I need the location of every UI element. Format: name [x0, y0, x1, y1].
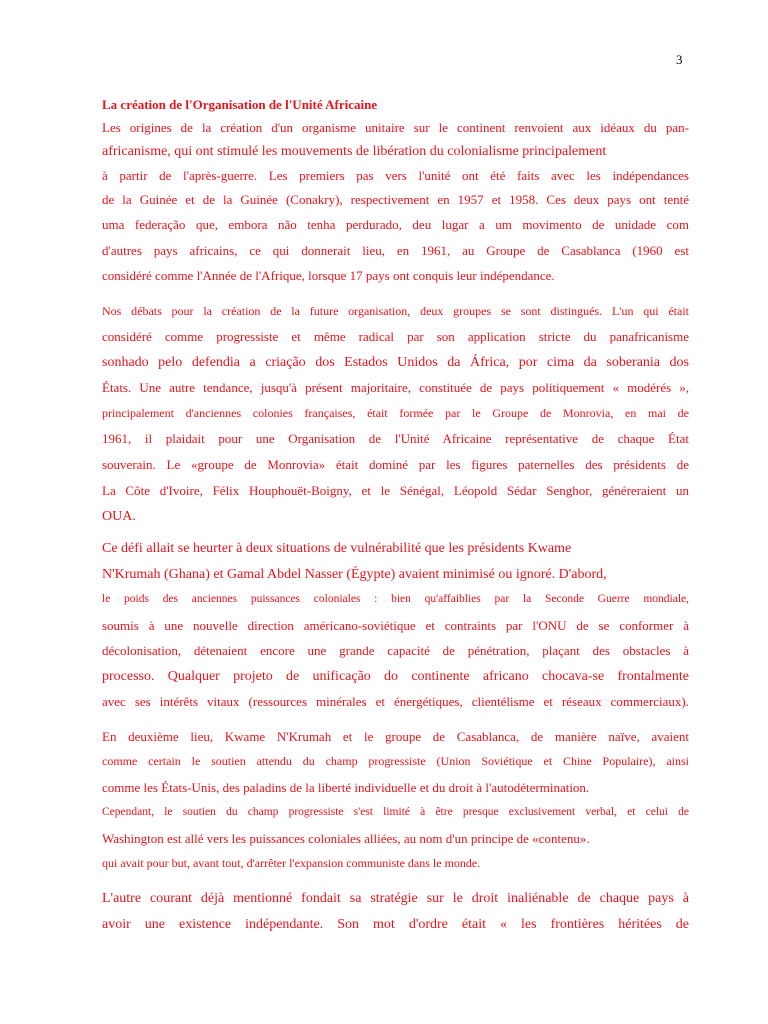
text-line: avec ses intérêts vitaux (ressources minérales et énergétiques, clientélisme et réseaux commerciaux). [102, 694, 689, 709]
text-line: Nos débats pour la création de la future organisation, deux groupes se sont distingués. L'un qui était [102, 303, 689, 318]
text-line: de la Guinée et de la Guinée (Conakry), respectivement en 1957 et 1958. Ces deux pays ont tenté [102, 192, 689, 207]
page-number: 3 [676, 52, 683, 67]
text-line: Ce défi allait se heurter à deux situations de vulnérabilité que les présidents Kwame [102, 541, 572, 556]
text-line: comme certain le soutien attendu du champ progressiste (Union Soviétique et Chine Populaire), ainsi [102, 754, 689, 768]
text-line: avoir une existence indépendante. Son mot d'ordre était « les frontières héritées de [102, 916, 689, 932]
paragraph-other-current [102, 886, 689, 938]
text-line: OUA. [102, 509, 136, 524]
text-line: le poids des anciennes puissances coloniales : bien qu'affaiblies par la Seconde Guerre mondiale, [102, 593, 689, 605]
text-line: En deuxième lieu, Kwame N'Krumah et le groupe de Casablanca, de manière naïve, avaient [102, 728, 689, 744]
text-line: considéré comme l'Année de l'Afrique, lorsque 17 pays ont conquis leur indépendance. [102, 268, 555, 283]
text-line: d'autres pays africains, ce qui donnerait lieu, en 1961, au Groupe de Casablanca (1960 est [102, 242, 689, 258]
text-line: souverain. Le «groupe de Monrovia» était dominé par les figures paternelles des présidents de [102, 457, 689, 472]
paragraph-origins [102, 116, 689, 289]
paragraph-challenge [102, 536, 689, 715]
text-line: principalement d'anciennes colonies françaises, était formée par le Groupe de Monrovia, en mai de [102, 405, 689, 420]
text-line: africanisme, qui ont stimulé les mouvements de libération du colonialisme principalement [102, 144, 607, 159]
document-body [102, 94, 689, 938]
text-line: L'autre courant déjà mentionné fondait sa stratégie sur le droit inaliénable de chaque pays à [102, 890, 689, 906]
text-line: processo. Qualquer projeto de unificação do continente africano chocava-se frontalmente [102, 668, 689, 684]
text-line: uma federação que, embora não tenha perdurado, deu lugar a um movimento de unidade com [102, 217, 689, 232]
text-line: États. Une autre tendance, jusqu'à présent majoritaire, constituée de pays politiquement « modérés », [102, 380, 689, 395]
section-heading: La création de l'Organisation de l'Unité Africaine [102, 97, 378, 112]
text-line: Les origines de la création d'un organisme unitaire sur le continent renvoient aux idéaux du pan- [102, 120, 689, 135]
text-line: N'Krumah (Ghana) et Gamal Abdel Nasser (Égypte) avaient minimisé ou ignoré. D'abord, [102, 566, 607, 582]
text-line: soumis à une nouvelle direction américano-soviétique et contraints par l'ONU de se conformer à [102, 617, 689, 633]
paragraph-debates [102, 298, 689, 531]
text-line: Washington est allé vers les puissances coloniales alliées, au nom d'un principe de «contenu». [102, 830, 590, 846]
text-line: La Côte d'Ivoire, Félix Houphouët-Boigny, et le Sénégal, Léopold Sédar Senghor, généreraient un [102, 483, 689, 498]
text-line: sonhado pelo defendia a criação dos Estados Unidos da África, por cima da soberania dos [102, 354, 689, 370]
text-line: Cependant, le soutien du champ progressiste s'est limité à être presque exclusivement verbal, et celui de [102, 806, 689, 818]
text-line: 1961, il plaidait pour une Organisation de l'Unité Africaine représentative de chaque État [102, 431, 689, 446]
text-line: à partir de l'après-guerre. Les premiers pas vers l'unité ont été faits avec les indépendances [102, 168, 689, 183]
paragraph-second-point [102, 724, 689, 877]
text-line: qui avait pour but, avant tout, d'arrêter l'expansion communiste dans le monde. [102, 856, 481, 870]
text-line: décolonisation, détenaient encore une grande capacité de pénétration, plaçant des obstacles à [102, 643, 689, 658]
text-line: comme les États-Unis, des paladins de la liberté individuelle et du droit à l'autodétermination. [102, 779, 590, 795]
text-line: considéré comme progressiste et même radical par son application stricte du panafricanisme [102, 328, 689, 344]
